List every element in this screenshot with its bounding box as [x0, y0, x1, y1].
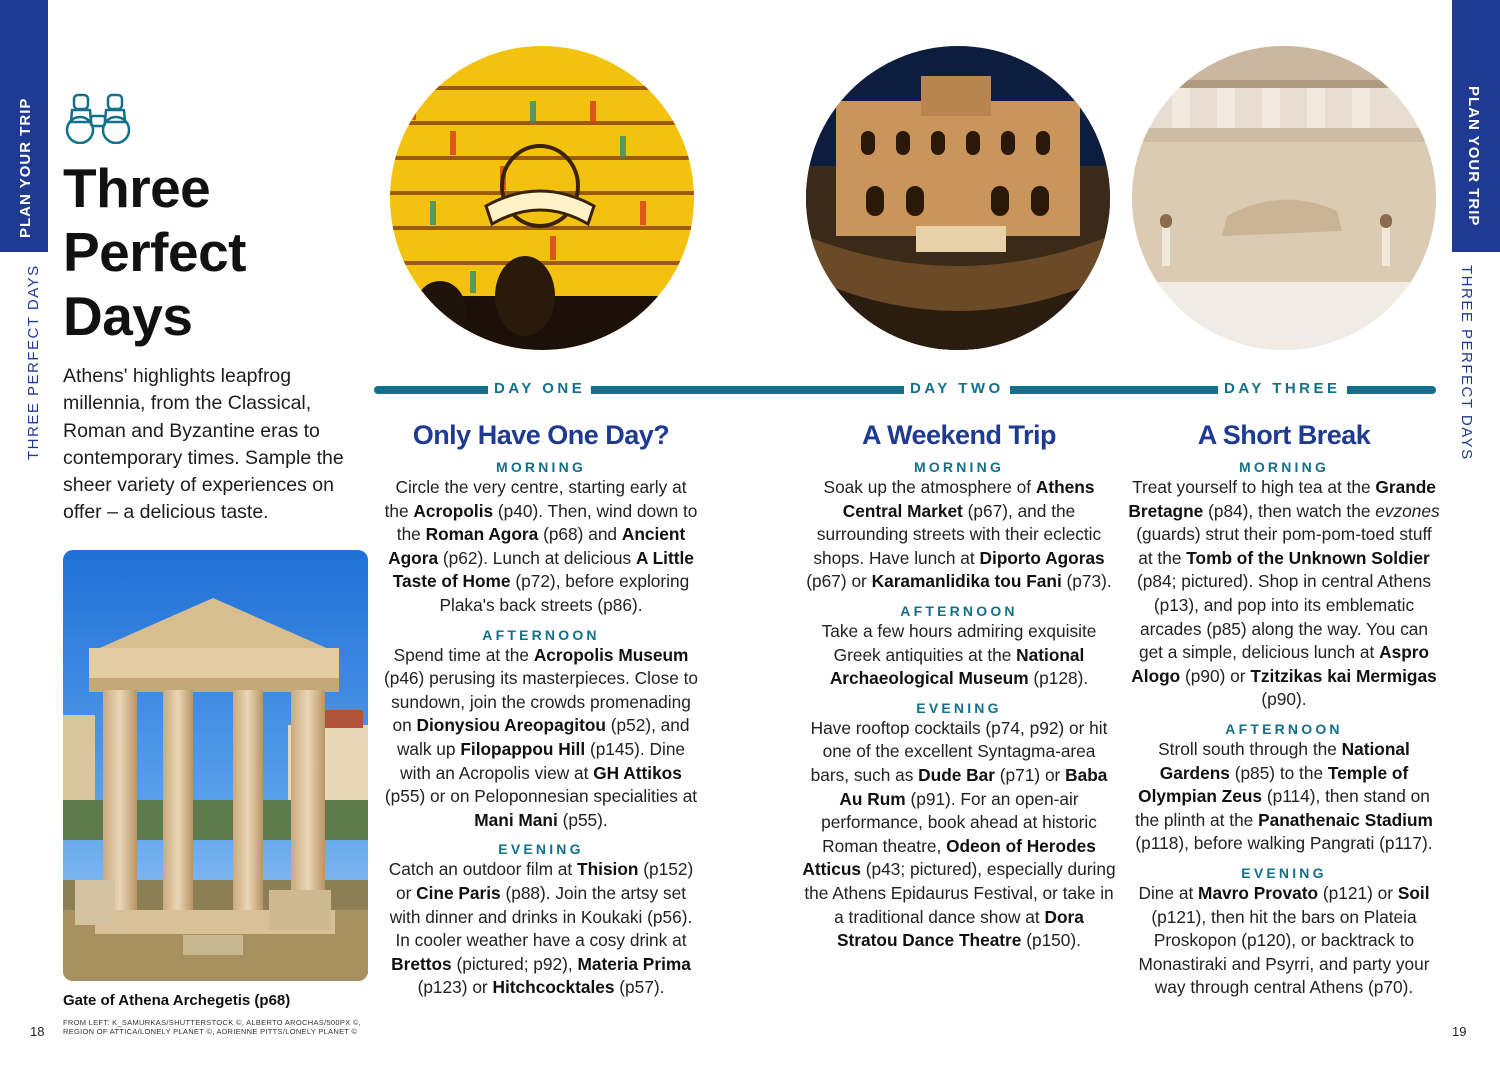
section-tab-left — [0, 0, 48, 252]
highlight-name: National Gardens — [1159, 738, 1410, 783]
highlight-name: National Archaeological Museum — [829, 644, 1085, 689]
day-two-itinerary — [802, 418, 1116, 953]
highlight-name: Brettos — [391, 953, 452, 974]
highlight-name: Cine Paris — [416, 882, 501, 903]
highlight-name: Diporto Agoras — [979, 547, 1105, 568]
day-one-itinerary — [383, 418, 699, 1000]
day-three-itinerary — [1128, 418, 1440, 1000]
highlight-name: Filopappou Hill — [460, 738, 586, 759]
highlight-name: A Little Taste of Home — [392, 547, 694, 592]
highlight-name: Aspro Alogo — [1131, 642, 1430, 686]
page-number-left: 18 — [30, 1024, 45, 1039]
highlight-name: Thision — [577, 859, 639, 880]
highlight-name: Athens Central Market — [842, 477, 1095, 521]
italic-term: evzones — [1375, 500, 1440, 521]
day-label: DAY TWO — [904, 380, 1010, 397]
highlight-name: Soil — [1397, 882, 1430, 903]
time-of-day-heading: AFTERNOON — [1225, 720, 1343, 737]
highlight-name: Ancient Agora — [388, 524, 686, 568]
section-tab-label: PLAN YOUR TRIP — [1465, 86, 1482, 227]
tomb-of-the-unknown-soldier-photo — [1132, 46, 1436, 350]
page-title — [63, 156, 363, 348]
binoculars-icon — [62, 92, 134, 144]
highlight-name: Dora Stratou Dance Theatre — [837, 906, 1084, 951]
page-number-right: 19 — [1452, 1024, 1467, 1039]
gate-of-athena-photo — [63, 550, 368, 981]
time-of-day-heading: EVENING — [498, 841, 584, 858]
highlight-name: Karamanlidika tou Fani — [871, 571, 1062, 592]
photo-credits — [63, 1018, 423, 1036]
highlight-name: Acropolis Museum — [533, 644, 689, 665]
time-of-day-heading: AFTERNOON — [900, 602, 1018, 619]
title-line: Three — [63, 157, 211, 219]
credits-line: REGION OF ATTICA/LONELY PLANET ©, ADRIENNE PITTS/LONELY PLANET © — [63, 1027, 358, 1036]
highlight-name: Tomb of the Unknown Soldier — [1186, 547, 1430, 568]
highlight-name: Tzitzikas kai Mermigas — [1250, 665, 1437, 686]
highlight-name: Mavro Provato — [1198, 882, 1319, 903]
title-line: Days — [63, 285, 193, 347]
brettos-bar-photo — [390, 46, 694, 350]
highlight-name: Mani Mani — [474, 809, 558, 830]
itinerary-paragraph: Treat yourself to high tea at the Grande Bretagne (p84), then watch the evzones (guards) strut their pom-pom-toed stuff at the Tomb of the Unknown Soldier (p84; pictured). Shop in central Athens (p13), and pop into its emblematic arcades (p85) along the way. You can get a simple, delicious lunch at Aspro Alogo (p90) or Tzitzikas kai Mermigas (p90). — [1128, 477, 1440, 710]
itinerary-paragraph: Circle the very centre, starting early at the Acropolis (p40). Then, wind down to the Roman Agora (p68) and Ancient Agora (p62). Lunch at delicious A Little Taste of Home (p72), before exploring Plaka's back streets (p86). — [384, 477, 698, 615]
day-title: A Short Break — [1197, 420, 1371, 450]
day-label: DAY ONE — [488, 380, 591, 397]
highlight-name: Temple of Olympian Zeus — [1138, 762, 1409, 807]
title-line: Perfect — [63, 221, 246, 283]
highlight-name: Acropolis — [413, 500, 494, 521]
time-of-day-heading: MORNING — [495, 459, 587, 475]
photo-caption: Gate of Athena Archegetis (p68) — [63, 992, 291, 1009]
highlight-name: Roman Agora — [425, 524, 539, 545]
highlight-name: Grande Bretagne — [1128, 477, 1436, 521]
itinerary-paragraph: Have rooftop cocktails (p74, p92) or hit one of the excellent Syntagma-area bars, such as Dude Bar (p71) or Baba Au Rum (p91). For an open-air performance, book ahead at historic Roman theatre, Odeon of Herodes Atticus (p43; pictured), especially during the Athens Epidaurus Festival, or take in a traditional dance show at Dora Stratou Dance Theatre (p150). — [802, 717, 1116, 951]
itinerary-paragraph: Spend time at the Acropolis Museum (p46) perusing its masterpieces. Close to sundown, join the crowds promenading on Dionysiou Areopagitou (p52), and walk up Filopappou Hill (p145). Dine with an Acropolis view at GH Attikos (p55) or on Peloponnesian specialities at Mani Mani (p55). — [383, 644, 699, 830]
highlight-name: Materia Prima — [577, 953, 691, 974]
time-of-day-heading: AFTERNOON — [482, 626, 600, 643]
highlight-name: Panathenaic Stadium — [1258, 809, 1433, 830]
odeon-of-herodes-atticus-photo — [806, 46, 1110, 350]
highlight-name: Dude Bar — [918, 764, 995, 785]
time-of-day-heading: MORNING — [1238, 459, 1330, 475]
itinerary-paragraph: Soak up the atmosphere of Athens Central Market (p67), and the surrounding streets with their eclectic shops. Have lunch at Diporto Agoras (p67) or Karamanlidika tou Fani (p73). — [806, 477, 1112, 592]
highlight-name: Odeon of Herodes Atticus — [802, 835, 1096, 880]
itinerary-paragraph: Dine at Mavro Provato (p121) or Soil (p121), then hit the bars on Plateia Proskopon (p120), or backtrack to Monastiraki and Psyrri, and party your way through central Athens (p70). — [1138, 882, 1430, 998]
section-tab-label: PLAN YOUR TRIP — [17, 97, 34, 238]
intro-text: Athens' highlights leapfrog millennia, from the Classical, Roman and Byzantine eras to contemporary times. Sample the sheer variety of experiences on offer – a delicious taste. — [63, 365, 344, 524]
section-tab-right — [1452, 0, 1500, 252]
day-title: A Weekend Trip — [861, 420, 1057, 450]
day-label: DAY THREE — [1218, 380, 1347, 397]
credits-line: FROM LEFT: K_SAMURKAS/SHUTTERSTOCK ©, ALBERTO AROCHAS/500PX ©, — [63, 1018, 362, 1027]
itinerary-paragraph: Catch an outdoor film at Thision (p152) or Cine Paris (p88). Join the artsy set with dinner and drinks in Koukaki (p56). In cooler weather have a cosy drink at Brettos (pictured; p92), Materia Prima (p123) or Hitchcocktales (p57). — [388, 859, 694, 998]
time-of-day-heading: EVENING — [1241, 864, 1327, 881]
itinerary-paragraph: Take a few hours admiring exquisite Greek antiquities at the National Archaeological Museum (p128). — [821, 620, 1097, 689]
time-of-day-heading: MORNING — [913, 459, 1005, 475]
highlight-name: Dionysiou Areopagitou — [416, 715, 606, 736]
highlight-name: Baba Au Rum — [839, 764, 1108, 809]
chapter-label-right: THREE PERFECT DAYS — [1458, 265, 1475, 461]
highlight-name: GH Attikos — [593, 762, 682, 783]
time-of-day-heading: EVENING — [916, 699, 1002, 716]
chapter-label-left: THREE PERFECT DAYS — [25, 264, 42, 460]
itinerary-paragraph: Stroll south through the National Gardens (p85) to the Temple of Olympian Zeus (p114), then stand on the plinth at the Panathenaic Stadium (p118), before walking Pangrati (p117). — [1135, 738, 1433, 854]
day-title: Only Have One Day? — [412, 420, 670, 450]
highlight-name: Hitchcocktales — [492, 977, 615, 998]
